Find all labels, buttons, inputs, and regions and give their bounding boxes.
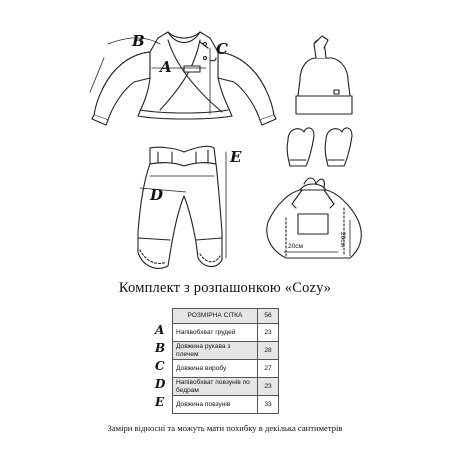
row-letter-a: A — [155, 323, 165, 337]
measurement-footnote: Заміри відносні та можуть мати похибку в декілька сантиметрів — [107, 423, 343, 433]
row-label-a: Напівобхват грудей — [173, 324, 258, 342]
size-table — [172, 308, 279, 414]
bag-height-label: 20см — [339, 232, 346, 247]
letter-b: B — [132, 32, 145, 50]
footed-pants-drawing — [138, 146, 226, 268]
row-letter-b: B — [155, 341, 166, 355]
table-row — [173, 324, 279, 342]
row-label-b: Довжина рукава з плечем — [173, 342, 258, 360]
row-value-d: 23 — [258, 378, 279, 396]
hat-drawing — [296, 36, 352, 114]
row-letter-e: E — [155, 395, 165, 409]
row-letter-d: D — [155, 377, 166, 391]
row-value-e: 33 — [258, 396, 279, 414]
bag-width-label: 20см — [288, 243, 303, 250]
size-table-header-label: РОЗМІРНА СІТКА — [173, 309, 258, 324]
row-value-c: 27 — [258, 360, 279, 378]
table-row — [173, 342, 279, 360]
table-row — [173, 360, 279, 378]
row-label-e: Довжина повзунів — [173, 396, 258, 414]
letter-c: C — [216, 40, 228, 58]
row-value-a: 23 — [258, 324, 279, 342]
row-label-c: Довжина виробу — [173, 360, 258, 378]
mittens-drawing — [287, 128, 352, 166]
product-title: Комплект з розпашонкою «Cozy» — [118, 280, 332, 296]
wrap-top-drawing — [90, 32, 276, 125]
table-row — [173, 396, 279, 414]
row-value-b: 28 — [258, 342, 279, 360]
letter-e: E — [230, 148, 242, 166]
size-table-header-size: 56 — [258, 309, 279, 324]
letter-d: D — [150, 186, 164, 204]
table-row — [173, 378, 279, 396]
size-table-header — [173, 309, 279, 324]
letter-a: A — [160, 58, 172, 76]
drawstring-bag-drawing — [267, 178, 361, 258]
row-letter-c: C — [155, 359, 165, 373]
row-label-d: Напівобхват повзунів по бедрам — [173, 378, 258, 396]
